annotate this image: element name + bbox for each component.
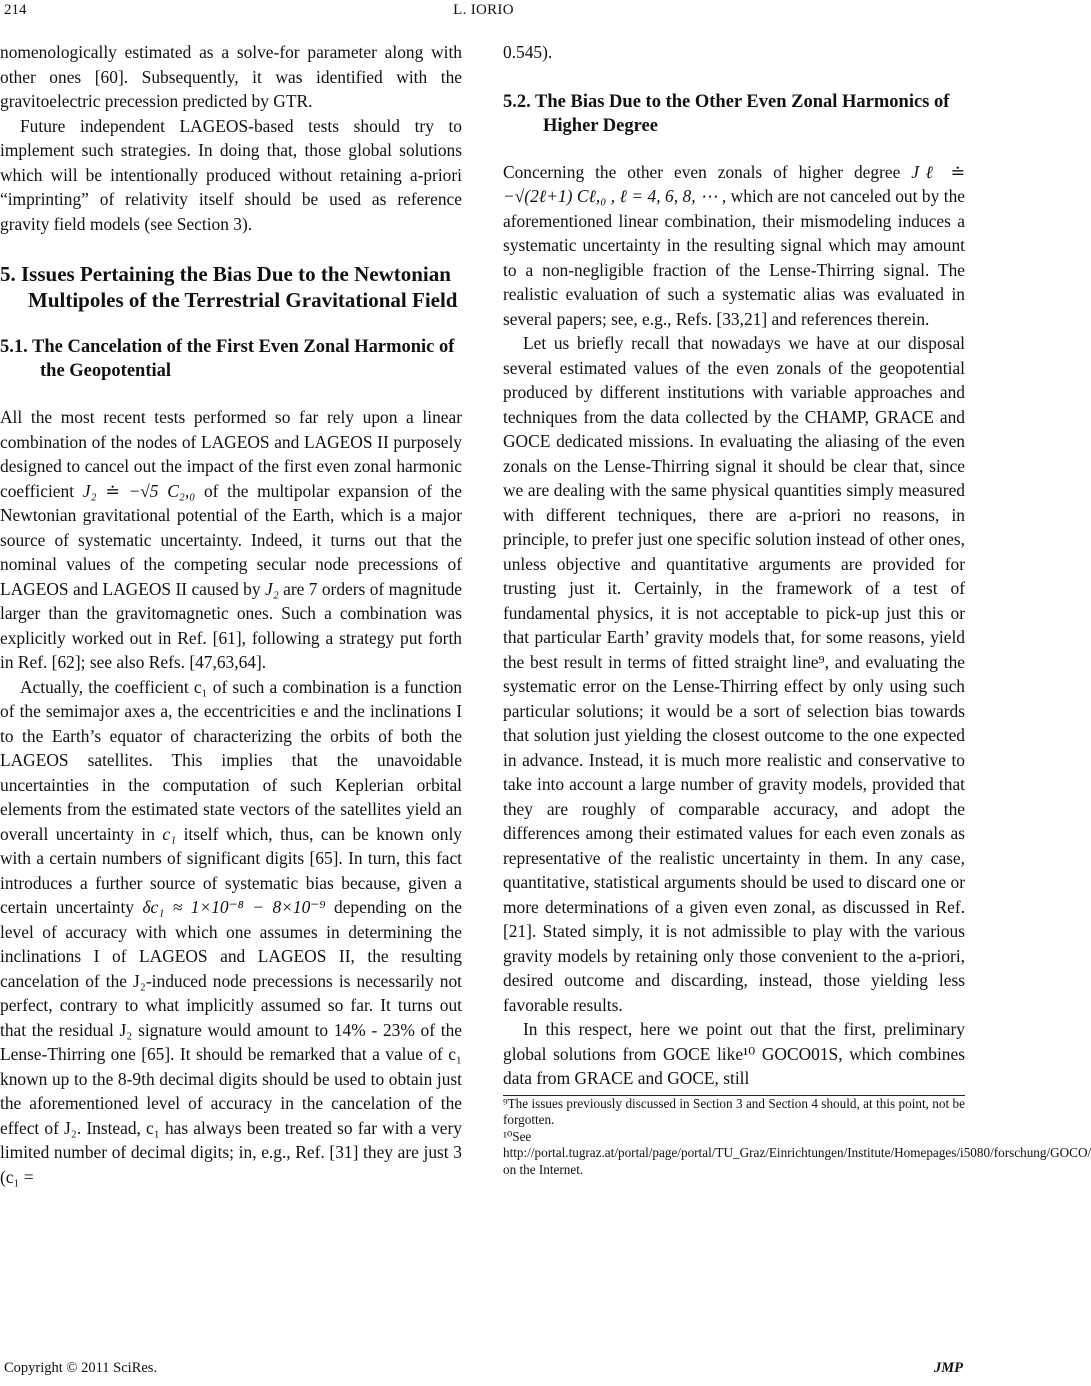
section-5-heading: 5. Issues Pertaining the Bias Due to the Newtonian Multipoles of the Terrestrial Gravitational Field <box>0 262 458 312</box>
formula-delta-c1: δc₁ ≈ 1×10⁻⁸ − 8×10⁻⁹ <box>142 897 326 917</box>
text-segment: of the multipolar expansion of the Newtonian gravitational potential of the Earth, which is a major source of systematic uncertainty. Indeed, it turns out that the nominal values of the competing secular node precessions of LAGEOS and LAGEOS II caused by <box>0 480 462 599</box>
text-segment: itself which, thus, can be known only with a certain numbers of significant digits [65]. In turn, this fact introduces a further source of systematic bias because, given a certain uncertainty <box>0 823 462 917</box>
paragraph-gravity-models: Let us briefly recall that nowadays we have at our disposal several estimated values of the even zonals of the geopotential produced by different institutions with variable approaches and techniques from the data collected by the CHAMP, GRACE and GOCE dedicated missions. In evaluating the aliasing of the even zonals on the Lense-Thirring signal it should be clear that, since we are dealing with the same physical quantities simply measured with different techniques, there are a-priori no reasons, in principle, to prefer just one specific solution instead of other ones, unless objective and quantitative arguments are provided for trusting just it. Certainly, in the framework of a test of fundamental physics, it is not acceptable to pick-up just this or that particular Earth’ gravity models that, for some reasons, yield the best result in terms of fitted straight line⁹, and evaluating the systematic error on the Lense-Thirring effect by only using such particular solutions; it would be a sort of selection bias towards that solution just yielding the closest outcome to the one expected in advance. Instead, it is much more realistic and conservative to take into account a large number of gravity models, provided that they are roughly of comparable accuracy, and adopt the differences among their estimated values for each even zonals as representative of the realistic uncertainty in them. In any case, quantitative, statistical arguments should be used to discard one or more determinations of a given even zonal, as discussed in Ref. [21]. Stated simply, it is not admissible to play with the various gravity models by retaining only those convenient to the a-priori, desired outcome and discarding, instead, those yielding less favorable results. <box>503 333 965 1015</box>
text-segment: All the most recent tests performed so far rely upon a linear combination of the nodes of LAGEOS and LAGEOS II purposely designed to cancel out the impact of the first even zonal harmonic coefficient <box>0 407 462 501</box>
paragraph-goce: In this respect, here we point out that the first, preliminary global solutions from GOCE like¹⁰ GOCO01S, which combines data from GRACE and GOCE, still <box>503 1019 965 1088</box>
footer-journal: JMP <box>934 1360 963 1376</box>
footnote-9: ⁹The issues previously discussed in Section 3 and Section 4 should, at this point, not be forgotten. <box>503 1095 965 1127</box>
footnote-10: ¹⁰See http://portal.tugraz.at/portal/page/portal/TU_Graz/Einrichtungen/Institute/Homepages/i5080/forschung/GOCO/ on the Internet. <box>503 1128 1091 1177</box>
symbol-c1: c₁ <box>162 823 177 844</box>
text-segment: depending on the level of accuracy with which one assumes in determining the inclinations I of LAGEOS and LAGEOS II, the resulting cancelation of the J₂-induced node precessions is necessarily not perfect, contrary to what implicitly assumed so far. It turns out that the residual J₂ signature would amount to 14% - 23% of the Lense-Thirring one [65]. It should be remarked that a value of c₁ known up to the 8-9th decimal digits should be used to obtain just the aforementioned level of accuracy in the cancelation of the effect of J₂. Instead, c₁ has always been treated so far with a very limited number of decimal digits; in, e.g., Ref. [31] they are just 3 (c₁ = <box>0 897 462 1187</box>
paragraph-even-zonals <box>503 160 965 332</box>
text-segment: are 7 orders of magnitude larger than the gravitomagnetic ones. Such a combination was explicitly worked out in Ref. [61], following a strategy put forth in Ref. [62]; see also Refs. [47,63,64]. <box>0 578 462 672</box>
section-5-2-heading: 5.2. The Bias Due to the Other Even Zonal Harmonics of Higher Degree <box>503 91 950 136</box>
right-column <box>503 40 1091 1178</box>
running-header-author: L. IORIO <box>453 2 514 18</box>
left-column <box>0 40 462 1189</box>
paragraph-linear-combination <box>0 405 462 675</box>
text-segment: Concerning the other even zonals of higher degree <box>503 161 901 182</box>
formula-jl: Jℓ ≐ −√(2ℓ+1) Cℓ,₀ , ℓ = 4, 6, 8, ⋯ , <box>503 161 965 206</box>
page-number: 214 <box>4 2 27 18</box>
paragraph-future-tests: Future independent LAGEOS-based tests should try to implement such strategies. In doing that, those global solutions which will be intentionally produced without retaining a-priori “imprinting” of relativity itself should be used as reference gravity field models (see Section 3). <box>0 115 462 234</box>
paragraph-coefficient-c1 <box>0 675 462 1190</box>
formula-j2: J₂ ≐ −√5 C₂,₀ <box>82 480 196 501</box>
paragraph-continued: nomenologically estimated as a solve-for parameter along with other ones [60]. Subsequently, it was identified with the gravitoelectric precession predicted by GTR. <box>0 42 462 111</box>
symbol-j2: J₂ <box>264 578 279 599</box>
paragraph-continued-right: 0.545). <box>503 42 553 62</box>
text-segment: which are not canceled out by the aforementioned linear combination, their mismodeling induces a systematic uncertainty in the resulting signal which may amount to a non-negligible fraction of the Lense-Thirring signal. The realistic evaluation of such a systematic alias was evaluated in several papers; see, e.g., Refs. [33,21] and references therein. <box>503 186 965 329</box>
section-5-1-heading: 5.1. The Cancelation of the First Even Zonal Harmonic of the Geopotential <box>0 337 455 381</box>
text-segment: Actually, the coefficient c₁ of such a combination is a function of the semimajor axes a, the eccentricities e and the inclinations I to the Earth’s equator of characterizing the orbits of both the LAGEOS satellites. This implies that the unavoidable uncertainties in the computation of such Keplerian orbital elements from the estimated state vectors of the satellites yield an overall uncertainty in <box>0 676 462 844</box>
footer-copyright: Copyright © 2011 SciRes. <box>4 1360 158 1376</box>
